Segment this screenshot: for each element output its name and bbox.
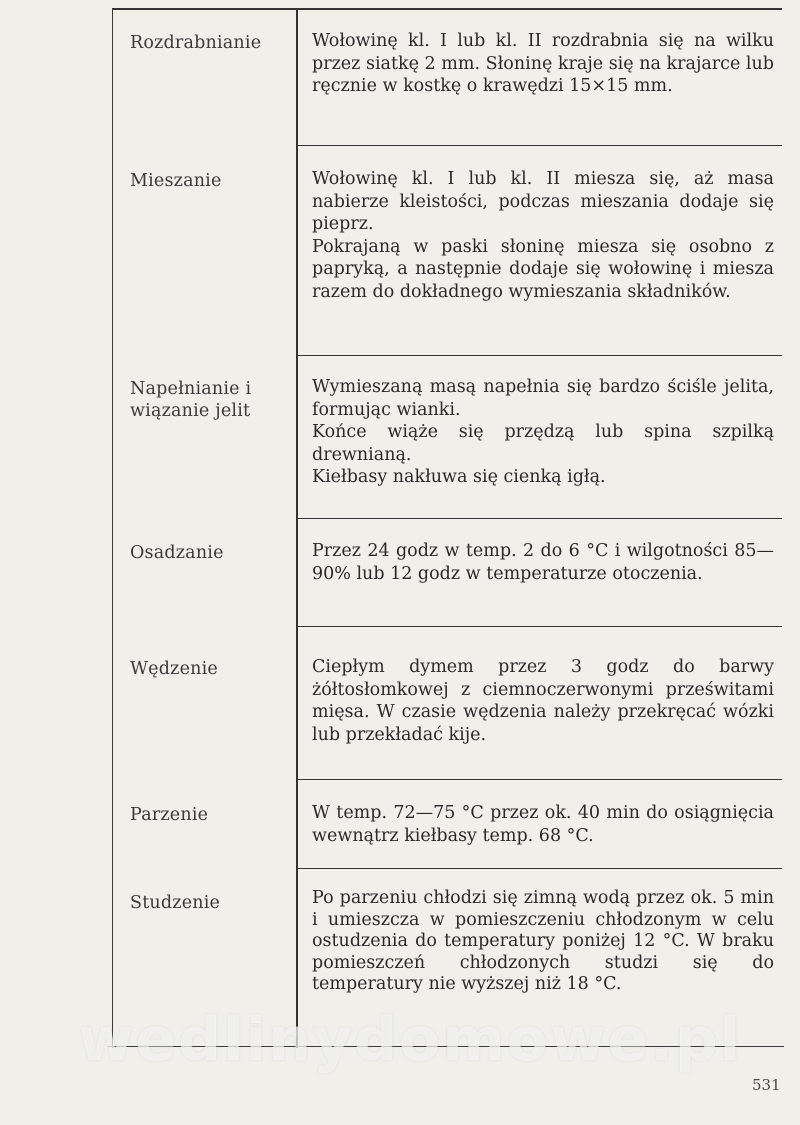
operation-description (312, 802, 774, 847)
description-paragraph: Pokrajaną w paski słoninę miesza się osobno z papryką, a następnie dodaje się wołowinę i miesza razem do dokładnego wymieszania składników. (312, 236, 774, 302)
row-separator (298, 626, 782, 627)
description-paragraph: Ciepłym dymem przez 3 godz do barwy żółtosłomkowej z ciemnoczerwonymi prześwitami mięsa. W czasie wędzenia należy przekręcać wózki lub przekładać kije. (312, 657, 774, 745)
operation-name: Napełnianie i wiązanie jelit (130, 379, 252, 421)
row-separator (298, 145, 782, 146)
table-top-rule (112, 8, 782, 10)
description-paragraph: W temp. 72—75 °C przez ok. 40 min do osiągnięcia wewnątrz kiełbasy temp. 68 °C. (312, 803, 774, 846)
operation-description (312, 376, 774, 489)
row-separator (298, 779, 782, 780)
operation-description (312, 656, 774, 746)
row-separator (298, 868, 782, 869)
operation-description (312, 888, 774, 996)
row-separator (298, 518, 782, 519)
watermark: wedlinydomowe.pl (78, 1005, 743, 1075)
operation-name: Rozdrabnianie (130, 33, 262, 53)
description-paragraph: Kiełbasy nakłuwa się cienką igłą. (312, 467, 606, 487)
operation-name: Osadzanie (130, 543, 224, 563)
table-left-rule (112, 8, 113, 1048)
row-separator (298, 355, 782, 356)
description-paragraph: Wołowinę kl. I lub kl. II rozdrabnia się na wilku przez siatkę 2 mm. Słoninę kraje się na krajarce lub ręcznie w kostkę o krawędzi 15×15 mm. (312, 31, 774, 96)
operation-description (312, 540, 774, 585)
operation-name: Studzenie (130, 893, 221, 913)
operation-description (312, 168, 774, 303)
operation-name: Mieszanie (130, 171, 222, 191)
operation-description (312, 30, 774, 98)
operation-name: Parzenie (130, 805, 209, 825)
description-paragraph: Końce wiąże się przędzą lub spina szpilką drewnianą. (312, 422, 774, 465)
description-paragraph: Przez 24 godz w temp. 2 do 6 °C i wilgotności 85—90% lub 12 godz w temperaturze otoczenia. (312, 541, 774, 584)
description-paragraph: Wymieszaną masą napełnia się bardzo ściśle jelita, formując wianki. (312, 377, 774, 420)
description-paragraph: Wołowinę kl. I lub kl. II miesza się, aż masa nabierze kleistości, podczas mieszania dodaje się pieprz. (312, 169, 774, 234)
page-number: 531 (752, 1076, 781, 1094)
operation-name: Wędzenie (130, 659, 218, 679)
description-paragraph: Po parzeniu chłodzi się zimną wodą przez ok. 5 min i umieszcza w pomieszczeniu chłodzonym w celu ostudzenia do temperatury poniżej 12 °C. W braku pomieszczeń chłodzonych studzi się do temperatury nie wyższej niż 18 °C. (312, 888, 774, 994)
